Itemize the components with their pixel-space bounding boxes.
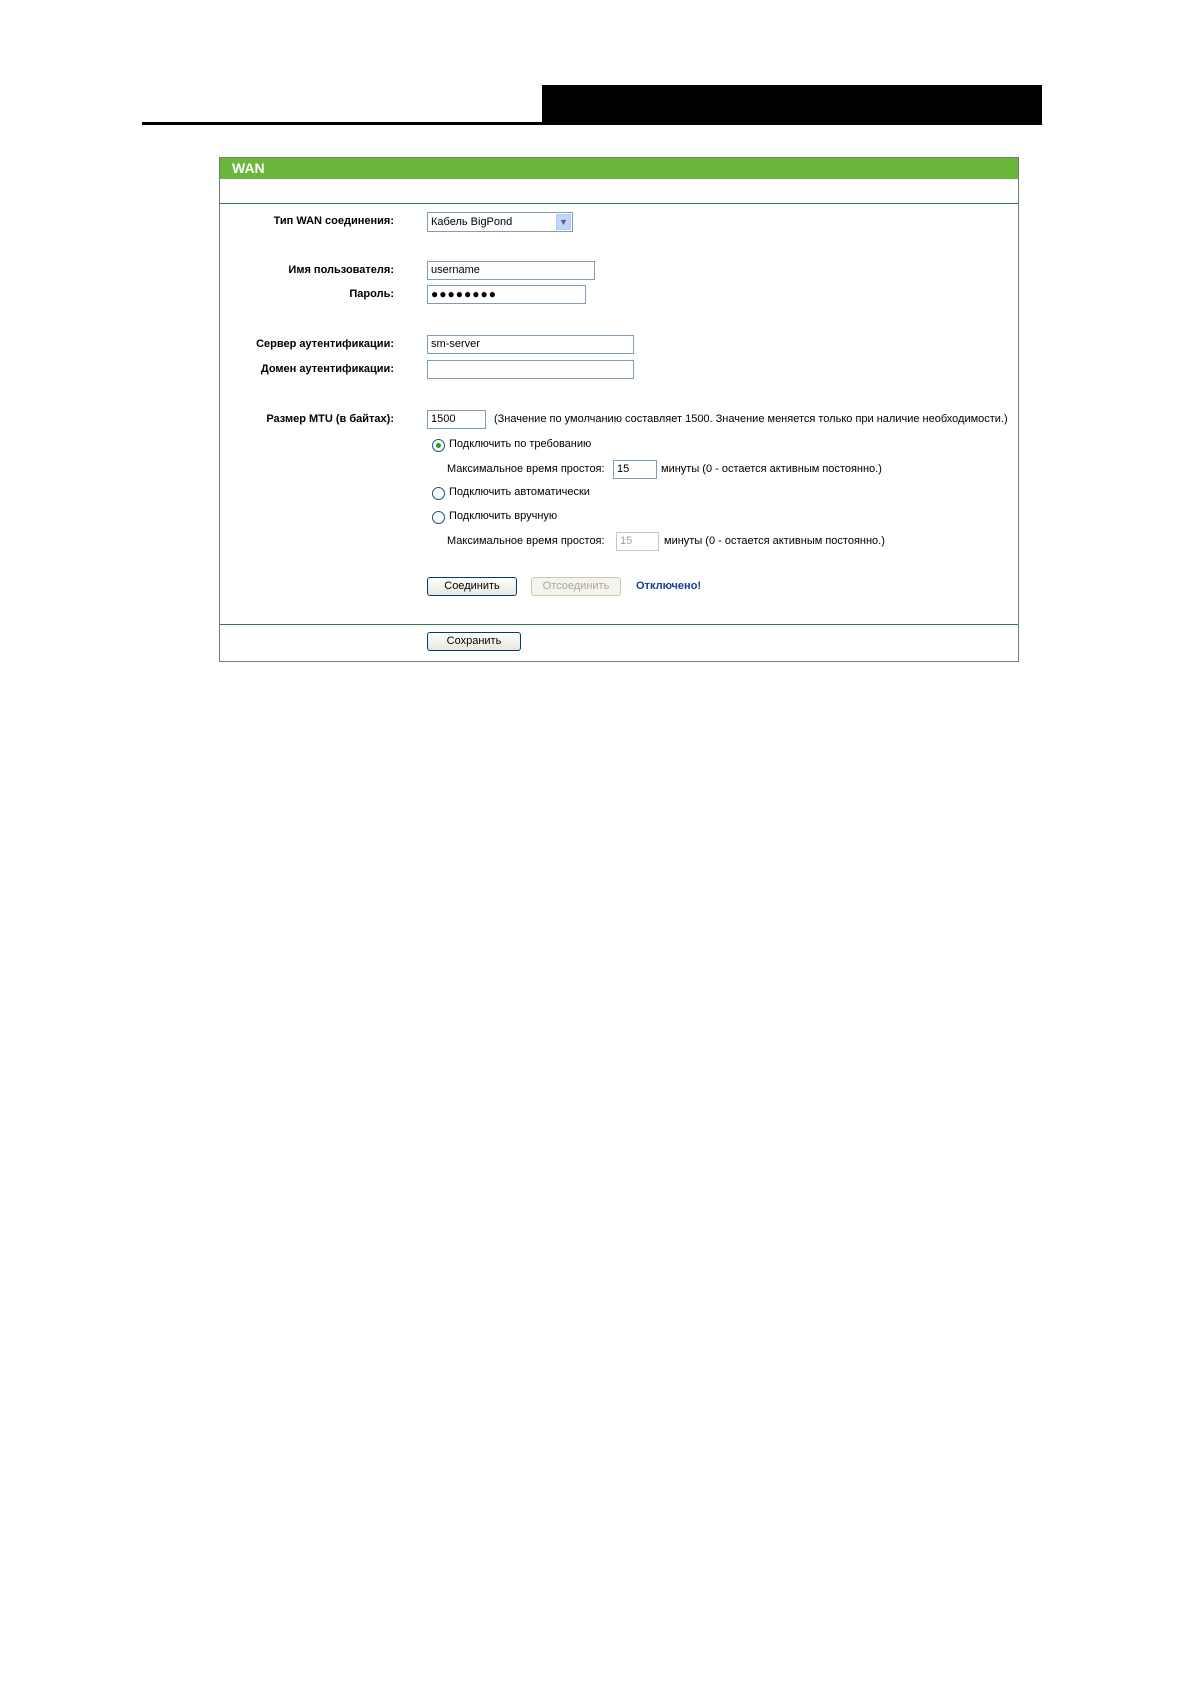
on-demand-radio[interactable] [432, 439, 445, 452]
manual-idle-time-hint: минуты (0 - остается активным постоянно.) [664, 535, 885, 547]
idle-time-label: Максимальное время простоя: [447, 463, 605, 475]
wan-settings-panel [219, 157, 1019, 662]
chevron-down-icon[interactable]: ▼ [556, 214, 571, 230]
manual-connect-label: Подключить вручную [449, 510, 558, 522]
password-input[interactable]: ●●●●●●●● [427, 285, 586, 304]
mtu-hint: (Значение по умолчанию составляет 1500. Значение меняется только при наличие необходимости.) [494, 413, 1008, 425]
auth-domain-input[interactable] [427, 360, 634, 379]
auto-connect-radio[interactable] [432, 487, 445, 500]
username-label: Имя пользователя: [288, 264, 394, 276]
auth-domain-label: Домен аутентификации: [260, 363, 394, 375]
idle-time-input[interactable]: 15 [613, 460, 657, 479]
document-header-rule [142, 122, 1042, 125]
manual-connect-radio[interactable] [432, 511, 445, 524]
auth-server-input[interactable]: sm-server [427, 335, 634, 354]
connection-type-label: Тип WAN соединения: [273, 215, 394, 227]
document-header-bar [542, 85, 1042, 125]
bottom-divider [220, 624, 1018, 625]
idle-time-hint: минуты (0 - остается активным постоянно.) [661, 463, 882, 475]
password-label: Пароль: [349, 288, 394, 300]
auto-connect-label: Подключить автоматически [449, 486, 590, 498]
radio-selected-dot [436, 443, 441, 448]
top-divider [220, 203, 1018, 204]
save-button[interactable]: Сохранить [427, 632, 521, 651]
username-input[interactable]: username [427, 261, 595, 280]
panel-title: WAN [220, 158, 1018, 179]
auth-server-label: Сервер аутентификации: [256, 338, 394, 350]
connection-type-value: Кабель BigPond [431, 216, 513, 228]
manual-idle-time-label: Максимальное время простоя: [447, 535, 605, 547]
on-demand-label: Подключить по требованию [449, 438, 592, 450]
manual-idle-time-input[interactable]: 15 [616, 532, 659, 551]
connect-button[interactable]: Соединить [427, 577, 517, 596]
connection-status: Отключено! [636, 580, 702, 592]
mtu-label: Размер MTU (в байтах): [266, 413, 394, 425]
mtu-input[interactable]: 1500 [427, 410, 486, 429]
disconnect-button[interactable]: Отсоединить [531, 577, 621, 596]
connection-type-select[interactable] [427, 212, 573, 232]
